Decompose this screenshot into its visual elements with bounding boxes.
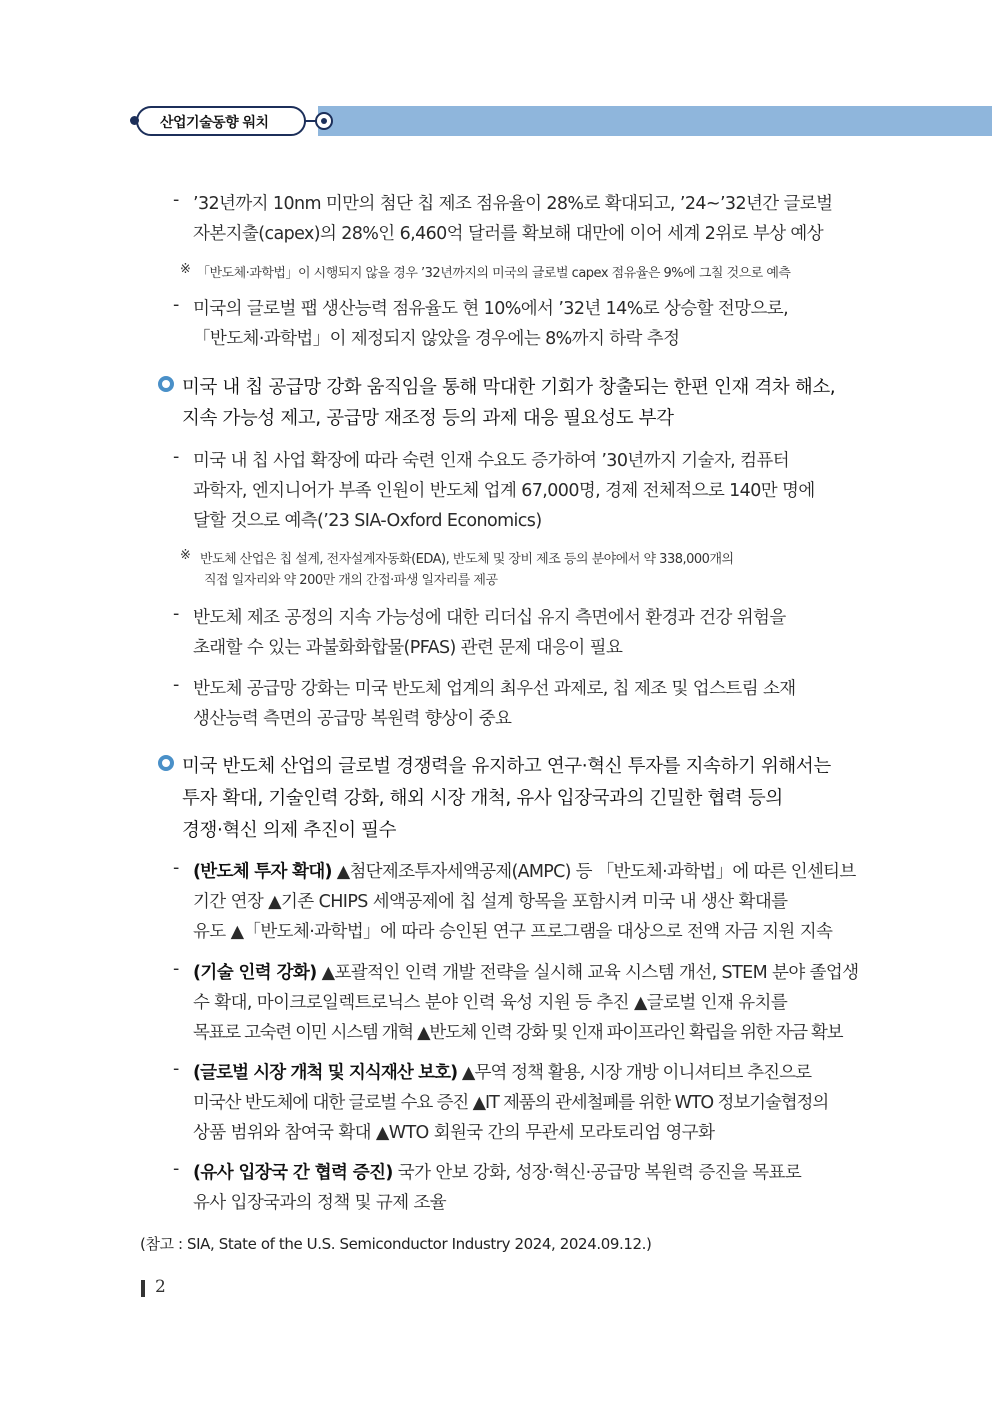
- body-line: ’32년까지 10nm 미만의 첨단 칩 제조 점유율이 28%로 확대되고, ’24~’32년간 글로벌: [193, 194, 833, 214]
- note-line: 「반도체·과학법」이 시행되지 않을 경우 ’32년까지의 미국의 글로벌 capex 점유율은 9%에 그칠 것으로 예측: [197, 266, 791, 281]
- header-band: [318, 106, 992, 136]
- body-line: 과학자, 엔지니어가 부족 인원이 반도체 업계 67,000명, 경제 전체적으로 140만 명에: [193, 481, 815, 501]
- body-text: ▲포괄적인 인력 개발 전략을 실시해 교육 시스템 개선, STEM 분야 졸업생: [316, 963, 859, 983]
- dash-marker: -: [173, 295, 180, 315]
- body-text: ▲무역 정책 활용, 시장 개방 이니셔티브 추진으로: [457, 1063, 812, 1083]
- dash-marker: -: [173, 858, 180, 878]
- bold-heading: (반도체 투자 확대): [193, 862, 332, 882]
- dash-marker: -: [173, 604, 180, 624]
- body-line: 목표로 고숙련 이민 시스템 개혁 ▲반도체 인력 강화 및 인재 파이프라인 확립을 위한 자금 확보: [193, 1023, 843, 1043]
- body-text: ▲첨단제조투자세액공제(AMPC) 등 「반도체·과학법」에 따른 인센티브: [331, 862, 856, 882]
- body-line: [193, 1059, 811, 1084]
- body-line: 자본지출(capex)의 28%인 6,460억 달러를 확보해 대만에 이어 세계 2위로 부상 예상: [193, 224, 824, 244]
- page-number-bar: [141, 1280, 145, 1297]
- body-line: 유사 입장국과의 정책 및 규제 조율: [193, 1193, 447, 1213]
- dash-marker: -: [173, 675, 180, 695]
- dash-marker: -: [173, 447, 180, 467]
- bold-heading: (글로벌 시장 개척 및 지식재산 보호): [193, 1063, 458, 1083]
- header-title: 산업기술동향 워치: [160, 115, 269, 131]
- body-line: 생산능력 측면의 공급망 복원력 향상이 중요: [193, 709, 512, 729]
- dash-marker: -: [173, 959, 180, 979]
- bold-heading: (기술 인력 강화): [193, 963, 317, 983]
- body-line: 유도 ▲「반도체·과학법」에 따라 승인된 연구 프로그램을 대상으로 전액 자금 지원 지속: [193, 922, 833, 942]
- page-number: 2: [155, 1277, 166, 1297]
- body-line: 상품 범위와 참여국 확대 ▲WTO 회원국 간의 무관세 모라토리엄 영구화: [193, 1123, 715, 1143]
- main-point-line: 미국 반도체 산업의 글로벌 경쟁력을 유지하고 연구·혁신 투자를 지속하기 위해서는: [182, 756, 831, 777]
- body-line: 미국 내 칩 사업 확장에 따라 숙련 인재 수요도 증가하여 ’30년까지 기술자, 컴퓨터: [193, 451, 789, 471]
- dash-marker: -: [173, 1059, 180, 1079]
- body-line: 수 확대, 마이크로일렉트로닉스 분야 인력 육성 지원 등 추진 ▲글로벌 인재 유치를: [193, 993, 788, 1013]
- header-dot-icon: [130, 116, 139, 125]
- main-bullet-icon: [158, 755, 174, 771]
- body-line: 달할 것으로 예측(’23 SIA-Oxford Economics): [193, 511, 542, 531]
- note-line: 직접 일자리와 약 200만 개의 간접·파생 일자리를 제공: [204, 573, 498, 588]
- main-point-line: 미국 내 칩 공급망 강화 움직임을 통해 막대한 기회가 창출되는 한편 인재 격차 해소,: [182, 377, 836, 398]
- note-line: 반도체 산업은 칩 설계, 전자설계자동화(EDA), 반도체 및 장비 제조 등의 분야에서 약 338,000개의: [200, 552, 734, 567]
- dash-marker: -: [173, 1159, 180, 1179]
- body-line: 반도체 제조 공정의 지속 가능성에 대한 리더십 유지 측면에서 환경과 건강 위험을: [193, 608, 786, 628]
- reference-note: (참고 : SIA, State of the U.S. Semiconductor Industry 2024, 2024.09.12.): [140, 1235, 652, 1253]
- main-point-line: 지속 가능성 제고, 공급망 재조정 등의 과제 대응 필요성도 부각: [182, 408, 674, 429]
- body-line: 기간 연장 ▲기존 CHIPS 세액공제에 칩 설계 항목을 포함시켜 미국 내 생산 확대를: [193, 892, 788, 912]
- bold-heading: (유사 입장국 간 협력 증진): [193, 1163, 393, 1183]
- body-text: 국가 안보 강화, 성장·혁신·공급망 복원력 증진을 목표로: [392, 1163, 802, 1183]
- body-line: [193, 858, 856, 883]
- body-line: 반도체 공급망 강화는 미국 반도체 업계의 최우선 과제로, 칩 제조 및 업스트림 소재: [193, 679, 796, 699]
- main-point-line: 투자 확대, 기술인력 강화, 해외 시장 개척, 유사 입장국과의 긴밀한 협력 등의: [182, 788, 783, 809]
- body-line: 「반도체·과학법」이 제정되지 않았을 경우에는 8%까지 하락 추정: [193, 329, 680, 349]
- body-line: [193, 1159, 801, 1184]
- body-line: 미국의 글로벌 팹 생산능력 점유율도 현 10%에서 ’32년 14%로 상승할 전망으로,: [193, 299, 789, 319]
- body-line: 미국산 반도체에 대한 글로벌 수요 증진 ▲IT 제품의 관세철폐를 위한 WTO 정보기술협정의: [193, 1093, 829, 1113]
- note-marker: ※: [180, 262, 191, 277]
- header-circle-icon: [315, 112, 333, 130]
- body-line: 초래할 수 있는 과불화화합물(PFAS) 관련 문제 대응이 필요: [193, 638, 623, 658]
- main-bullet-icon: [158, 376, 174, 392]
- dash-marker: -: [173, 190, 180, 210]
- note-marker: ※: [180, 548, 191, 563]
- main-point-line: 경쟁·혁신 의제 추진이 필수: [182, 820, 397, 841]
- body-line: [193, 959, 859, 984]
